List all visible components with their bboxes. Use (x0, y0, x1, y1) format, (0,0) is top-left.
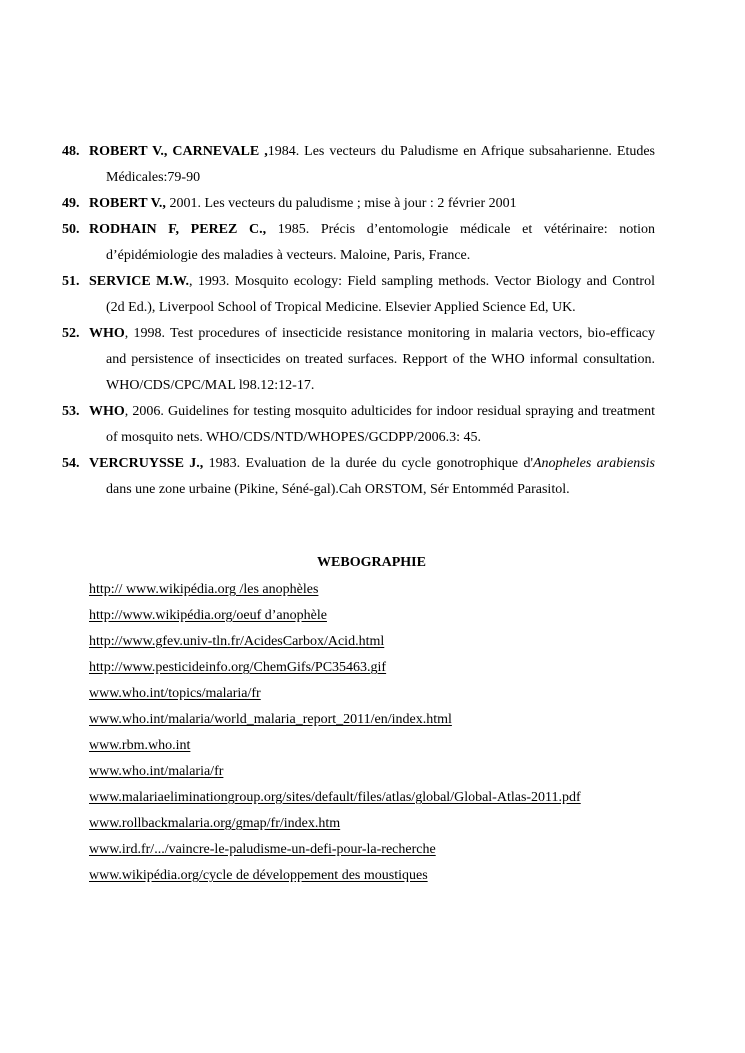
reference-list (62, 139, 655, 503)
reference-author: WHO (89, 404, 125, 419)
web-link[interactable]: http://www.pesticideinfo.org/ChemGifs/PC35463.gif (89, 660, 387, 675)
reference-author: VERCRUYSSE J., (89, 456, 204, 471)
reference-text: 2001. Les vecteurs du paludisme ; mise à jour : 2 février 2001 (165, 196, 517, 211)
reference-item (62, 399, 655, 451)
webography-heading: WEBOGRAPHIE (317, 555, 426, 570)
web-link[interactable]: www.ird.fr/.../vaincre-le-paludisme-un-defi-pour-la-recherche (89, 842, 436, 857)
web-link[interactable]: http://www.gfev.univ-tln.fr/AcidesCarbox/Acid.html (89, 634, 385, 649)
web-link[interactable]: www.wikipédia.org/cycle de développement des moustiques (89, 868, 428, 883)
reference-item (62, 451, 655, 503)
reference-text: , 1998. Test procedures of insecticide resistance monitoring in malaria vectors, bio-efficacy and persistence of insecticides on treated surfaces. Repport of the WHO informal consultation. WHO/CDS/CPC/MAL l98.12:12-17. (106, 326, 655, 393)
reference-text: , 1993. Mosquito ecology: Field sampling methods. Vector Biology and Control (2d Ed.), Liverpool School of Tropical Medicine. Elsevier Applied Science Ed, UK. (106, 274, 655, 315)
reference-number: 53. (62, 404, 80, 419)
reference-item (62, 191, 655, 217)
reference-author: ROBERT V., (89, 196, 166, 211)
web-link[interactable]: http://www.wikipédia.org/oeuf d’anophèle (89, 608, 327, 623)
web-link[interactable]: www.malariaeliminationgroup.org/sites/default/files/atlas/global/Global-Atlas-2011.pdf (89, 790, 581, 805)
reference-author: WHO (89, 326, 125, 341)
reference-author: SERVICE M.W. (89, 274, 190, 289)
reference-number: 51. (62, 274, 80, 289)
web-link[interactable]: www.who.int/malaria/world_malaria_report_2011/en/index.html (89, 712, 452, 727)
reference-text: 1984. Les vecteurs du Paludisme en Afrique subsaharienne. Etudes Médicales:79-90 (106, 144, 655, 185)
web-link[interactable]: www.rbm.who.int (89, 738, 191, 753)
webography-link-list (89, 577, 581, 889)
reference-item (62, 217, 655, 269)
reference-number: 52. (62, 326, 80, 341)
reference-text: 1985. Précis d’entomologie médicale et vétérinaire: notion d’épidémiologie des maladies à vecteurs. Maloine, Paris, France. (106, 222, 655, 263)
reference-number: 48. (62, 144, 80, 159)
reference-number: 54. (62, 456, 80, 471)
reference-item (62, 269, 655, 321)
species-name: Anopheles arabiensis (532, 456, 656, 471)
reference-item (62, 139, 655, 191)
web-link[interactable]: www.who.int/topics/malaria/fr (89, 686, 261, 701)
reference-number: 50. (62, 222, 80, 237)
reference-author: RODHAIN F, PEREZ C., (89, 222, 267, 237)
reference-item (62, 321, 655, 399)
reference-text: , 2006. Guidelines for testing mosquito adulticides for indoor residual spraying and treatment of mosquito nets. WHO/CDS/NTD/WHOPES/GCDPP/2006.3: 45. (106, 404, 655, 445)
reference-text: 1983. Evaluation de la durée du cycle gonotrophique d' (203, 456, 533, 471)
web-link[interactable]: http:// www.wikipédia.org /les anophèles (89, 582, 319, 597)
web-link[interactable]: www.rollbackmalaria.org/gmap/fr/index.htm (89, 816, 341, 831)
reference-number: 49. (62, 196, 80, 211)
reference-text: dans une zone urbaine (Pikine, Séné-gal).Cah ORSTOM, Sér Entomméd Parasitol. (106, 482, 570, 497)
reference-author: ROBERT V., CARNEVALE , (89, 144, 268, 159)
web-link[interactable]: www.who.int/malaria/fr (89, 764, 224, 779)
